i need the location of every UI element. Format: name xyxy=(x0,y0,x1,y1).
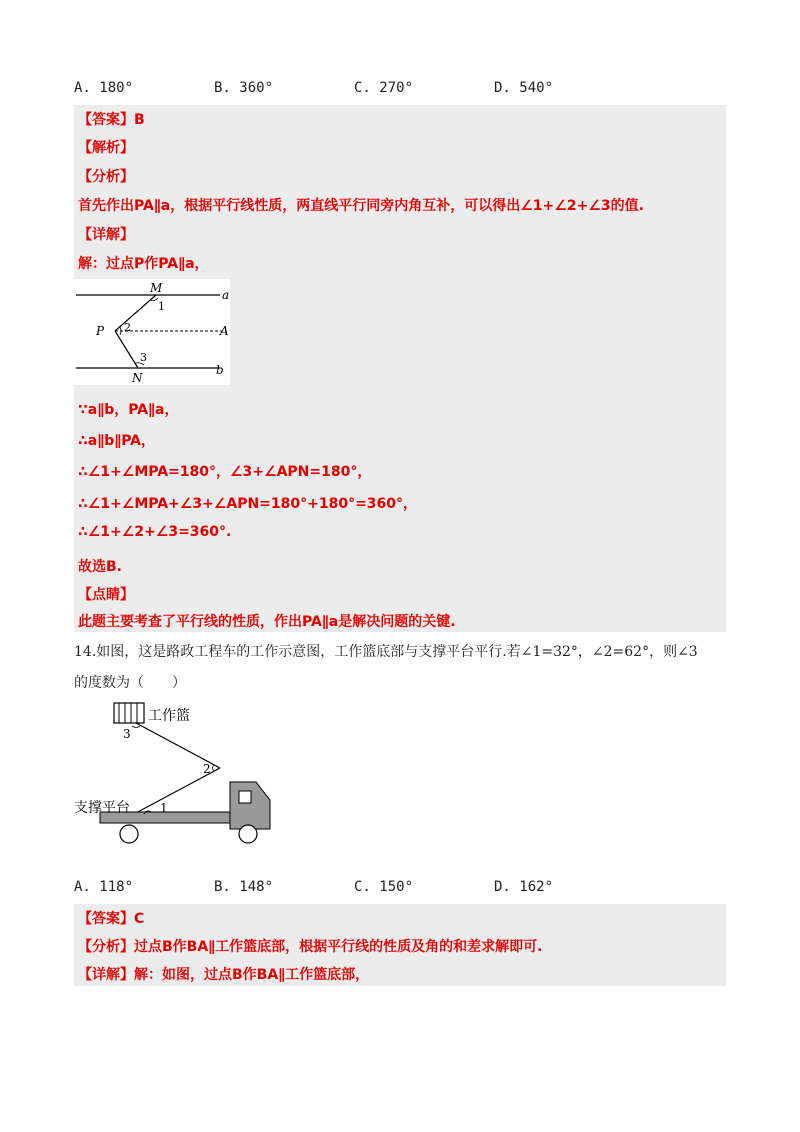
label-1: 1 xyxy=(160,801,168,815)
label-a: a xyxy=(222,288,230,302)
parallel-lines-figure xyxy=(74,279,230,385)
work-truck-figure xyxy=(74,696,284,848)
q14-stem-line1: 14.如图，这是路政工程车的工作示意图，工作篮底部与支撑平台平行.若∠1=32°，∠2=62°，则∠3 xyxy=(74,644,698,660)
label-2: 2 xyxy=(203,762,211,776)
label-m: M xyxy=(150,281,163,295)
q14-stem-line2: 的度数为（ ） xyxy=(74,675,186,691)
q13-solution-panel xyxy=(74,105,726,632)
option-c: C. 270° xyxy=(354,80,414,96)
option-a: A. 180° xyxy=(74,80,134,96)
dianjing-heading: 【点睛】 xyxy=(78,587,134,603)
q14-option-d: D. 162° xyxy=(494,879,554,895)
xiangjie-heading: 【详解】 xyxy=(78,227,134,243)
label-a-point: A xyxy=(220,324,229,338)
label-3: 3 xyxy=(140,351,147,364)
option-b: B. 360° xyxy=(214,80,274,96)
q14-fenxi: 【分析】过点B作BA∥工作篮底部，根据平行线的性质及角的和差求解即可. xyxy=(78,939,543,955)
step-4: ∴∠1+∠MPA+∠3+∠APN=180°+180°=360°， xyxy=(78,496,418,512)
step-3: ∴∠1+∠MPA=180°，∠3+∠APN=180°， xyxy=(78,464,372,480)
q14-answer: 【答案】C xyxy=(78,911,145,927)
xiangjie-intro: 解：过点P作PA∥a， xyxy=(78,256,209,272)
label-3: 3 xyxy=(123,727,131,741)
dianjing-text: 此题主要考查了平行线的性质，作出PA∥a是解决问题的关键. xyxy=(78,614,456,630)
q14-option-b: B. 148° xyxy=(214,879,274,895)
label-1: 1 xyxy=(158,300,165,313)
step-2: ∴a∥b∥PA， xyxy=(78,433,156,449)
choose-line: 故选B. xyxy=(78,559,122,575)
label-n: N xyxy=(132,371,143,385)
label-b: b xyxy=(216,363,224,377)
analysis-heading: 【解析】 xyxy=(78,140,134,156)
q14-solution-panel xyxy=(74,904,726,986)
fenxi-text: 首先作出PA∥a，根据平行线性质，两直线平行同旁内角互补，可以得出∠1+∠2+∠3的值. xyxy=(78,198,644,214)
q14-option-a: A. 118° xyxy=(74,879,134,895)
q14-xiangjie: 【详解】解：如图，过点B作BA∥工作篮底部， xyxy=(78,967,370,983)
label-basket: 工作篮 xyxy=(148,708,190,724)
step-5: ∴∠1+∠2+∠3=360°. xyxy=(78,524,232,540)
label-p: P xyxy=(96,324,105,338)
label-2: 2 xyxy=(124,321,131,334)
answer-label: 【答案】B xyxy=(78,112,145,128)
label-platform: 支撑平台 xyxy=(74,800,130,816)
q14-option-c: C. 150° xyxy=(354,879,414,895)
step-1: ∵a∥b，PA∥a， xyxy=(78,402,179,418)
option-d: D. 540° xyxy=(494,80,554,96)
fenxi-heading: 【分析】 xyxy=(78,169,134,185)
